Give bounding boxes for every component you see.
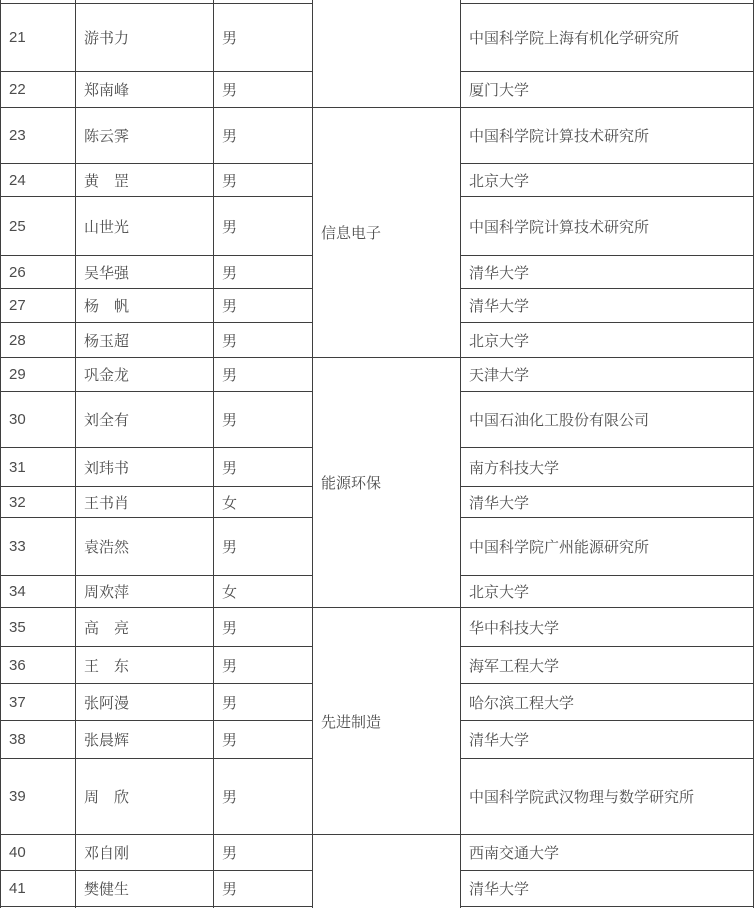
gender-cell: 男 [214,323,313,358]
institution-cell: 南方科技大学 [461,448,754,487]
name-cell: 张阿漫 [76,684,214,721]
row-number-cell: 29 [1,358,76,392]
institution-cell: 中国科学院计算技术研究所 [461,108,754,164]
name-cell: 高 亮 [76,608,214,647]
row-number-cell: 32 [1,487,76,518]
row-number-cell: 22 [1,72,76,108]
name-cell: 周 欣 [76,759,214,835]
name-cell: 王 东 [76,647,214,684]
gender-cell: 男 [214,289,313,323]
gender-cell: 男 [214,358,313,392]
row-number-cell: 35 [1,608,76,647]
gender-cell: 男 [214,647,313,684]
institution-cell: 中国石油化工股份有限公司 [461,392,754,448]
institution-cell: 清华大学 [461,256,754,289]
name-cell: 张晨辉 [76,721,214,759]
institution-cell: 清华大学 [461,871,754,907]
name-cell: 巩金龙 [76,358,214,392]
row-number-cell: 40 [1,835,76,871]
name-cell: 邓自刚 [76,835,214,871]
gender-cell: 女 [214,487,313,518]
name-cell: 陈云霁 [76,108,214,164]
gender-cell: 男 [214,448,313,487]
category-cell: 先进制造 [313,608,461,835]
row-number-cell: 30 [1,392,76,448]
category-cell: 能源环保 [313,358,461,608]
institution-cell: 北京大学 [461,323,754,358]
row-number-cell: 24 [1,164,76,197]
name-cell: 王书肖 [76,487,214,518]
institution-cell: 清华大学 [461,289,754,323]
institution-cell: 北京大学 [461,576,754,608]
row-number-cell: 34 [1,576,76,608]
row-number-cell: 21 [1,4,76,72]
institution-cell: 清华大学 [461,487,754,518]
name-cell: 杨玉超 [76,323,214,358]
name-cell: 刘全有 [76,392,214,448]
institution-cell: 海军工程大学 [461,647,754,684]
name-cell: 黄 罡 [76,164,214,197]
gender-cell: 男 [214,392,313,448]
gender-cell: 男 [214,608,313,647]
row-number-cell: 37 [1,684,76,721]
name-cell: 游书力 [76,4,214,72]
table-row [1,608,754,647]
institution-cell: 北京大学 [461,164,754,197]
name-cell: 刘玮书 [76,448,214,487]
row-number-cell: 25 [1,197,76,256]
row-number-cell: 23 [1,108,76,164]
category-cell: 信息电子 [313,108,461,358]
row-number-cell: 33 [1,518,76,576]
institution-cell: 西南交通大学 [461,835,754,871]
institution-cell: 厦门大学 [461,72,754,108]
name-cell: 山世光 [76,197,214,256]
gender-cell: 男 [214,721,313,759]
name-cell: 樊健生 [76,871,214,907]
institution-cell: 中国科学院武汉物理与数学研究所 [461,759,754,835]
row-number-cell: 41 [1,871,76,907]
gender-cell: 男 [214,518,313,576]
gender-cell: 男 [214,4,313,72]
institution-cell: 华中科技大学 [461,608,754,647]
institution-cell: 哈尔滨工程大学 [461,684,754,721]
institution-cell: 天津大学 [461,358,754,392]
institution-cell: 中国科学院计算技术研究所 [461,197,754,256]
row-number-cell: 28 [1,323,76,358]
name-cell: 杨 帆 [76,289,214,323]
row-number-cell: 36 [1,647,76,684]
table-row [1,358,754,392]
institution-cell: 中国科学院上海有机化学研究所 [461,4,754,72]
table-row [1,108,754,164]
table-body [1,0,754,908]
name-cell: 袁浩然 [76,518,214,576]
gender-cell: 男 [214,684,313,721]
name-cell: 周欢萍 [76,576,214,608]
name-cell: 郑南峰 [76,72,214,108]
row-number-cell: 27 [1,289,76,323]
gender-cell: 男 [214,197,313,256]
gender-cell: 男 [214,256,313,289]
gender-cell: 男 [214,164,313,197]
row-number-cell: 39 [1,759,76,835]
row-number-cell: 38 [1,721,76,759]
table-row [1,835,754,871]
name-cell: 吴华强 [76,256,214,289]
category-cell [313,835,461,908]
gender-cell: 男 [214,835,313,871]
institution-cell: 清华大学 [461,721,754,759]
category-cell [313,0,461,108]
gender-cell: 男 [214,72,313,108]
row-number-cell: 26 [1,256,76,289]
gender-cell: 男 [214,108,313,164]
gender-cell: 女 [214,576,313,608]
gender-cell: 男 [214,871,313,907]
row-number-cell: 31 [1,448,76,487]
gender-cell: 男 [214,759,313,835]
institution-cell: 中国科学院广州能源研究所 [461,518,754,576]
